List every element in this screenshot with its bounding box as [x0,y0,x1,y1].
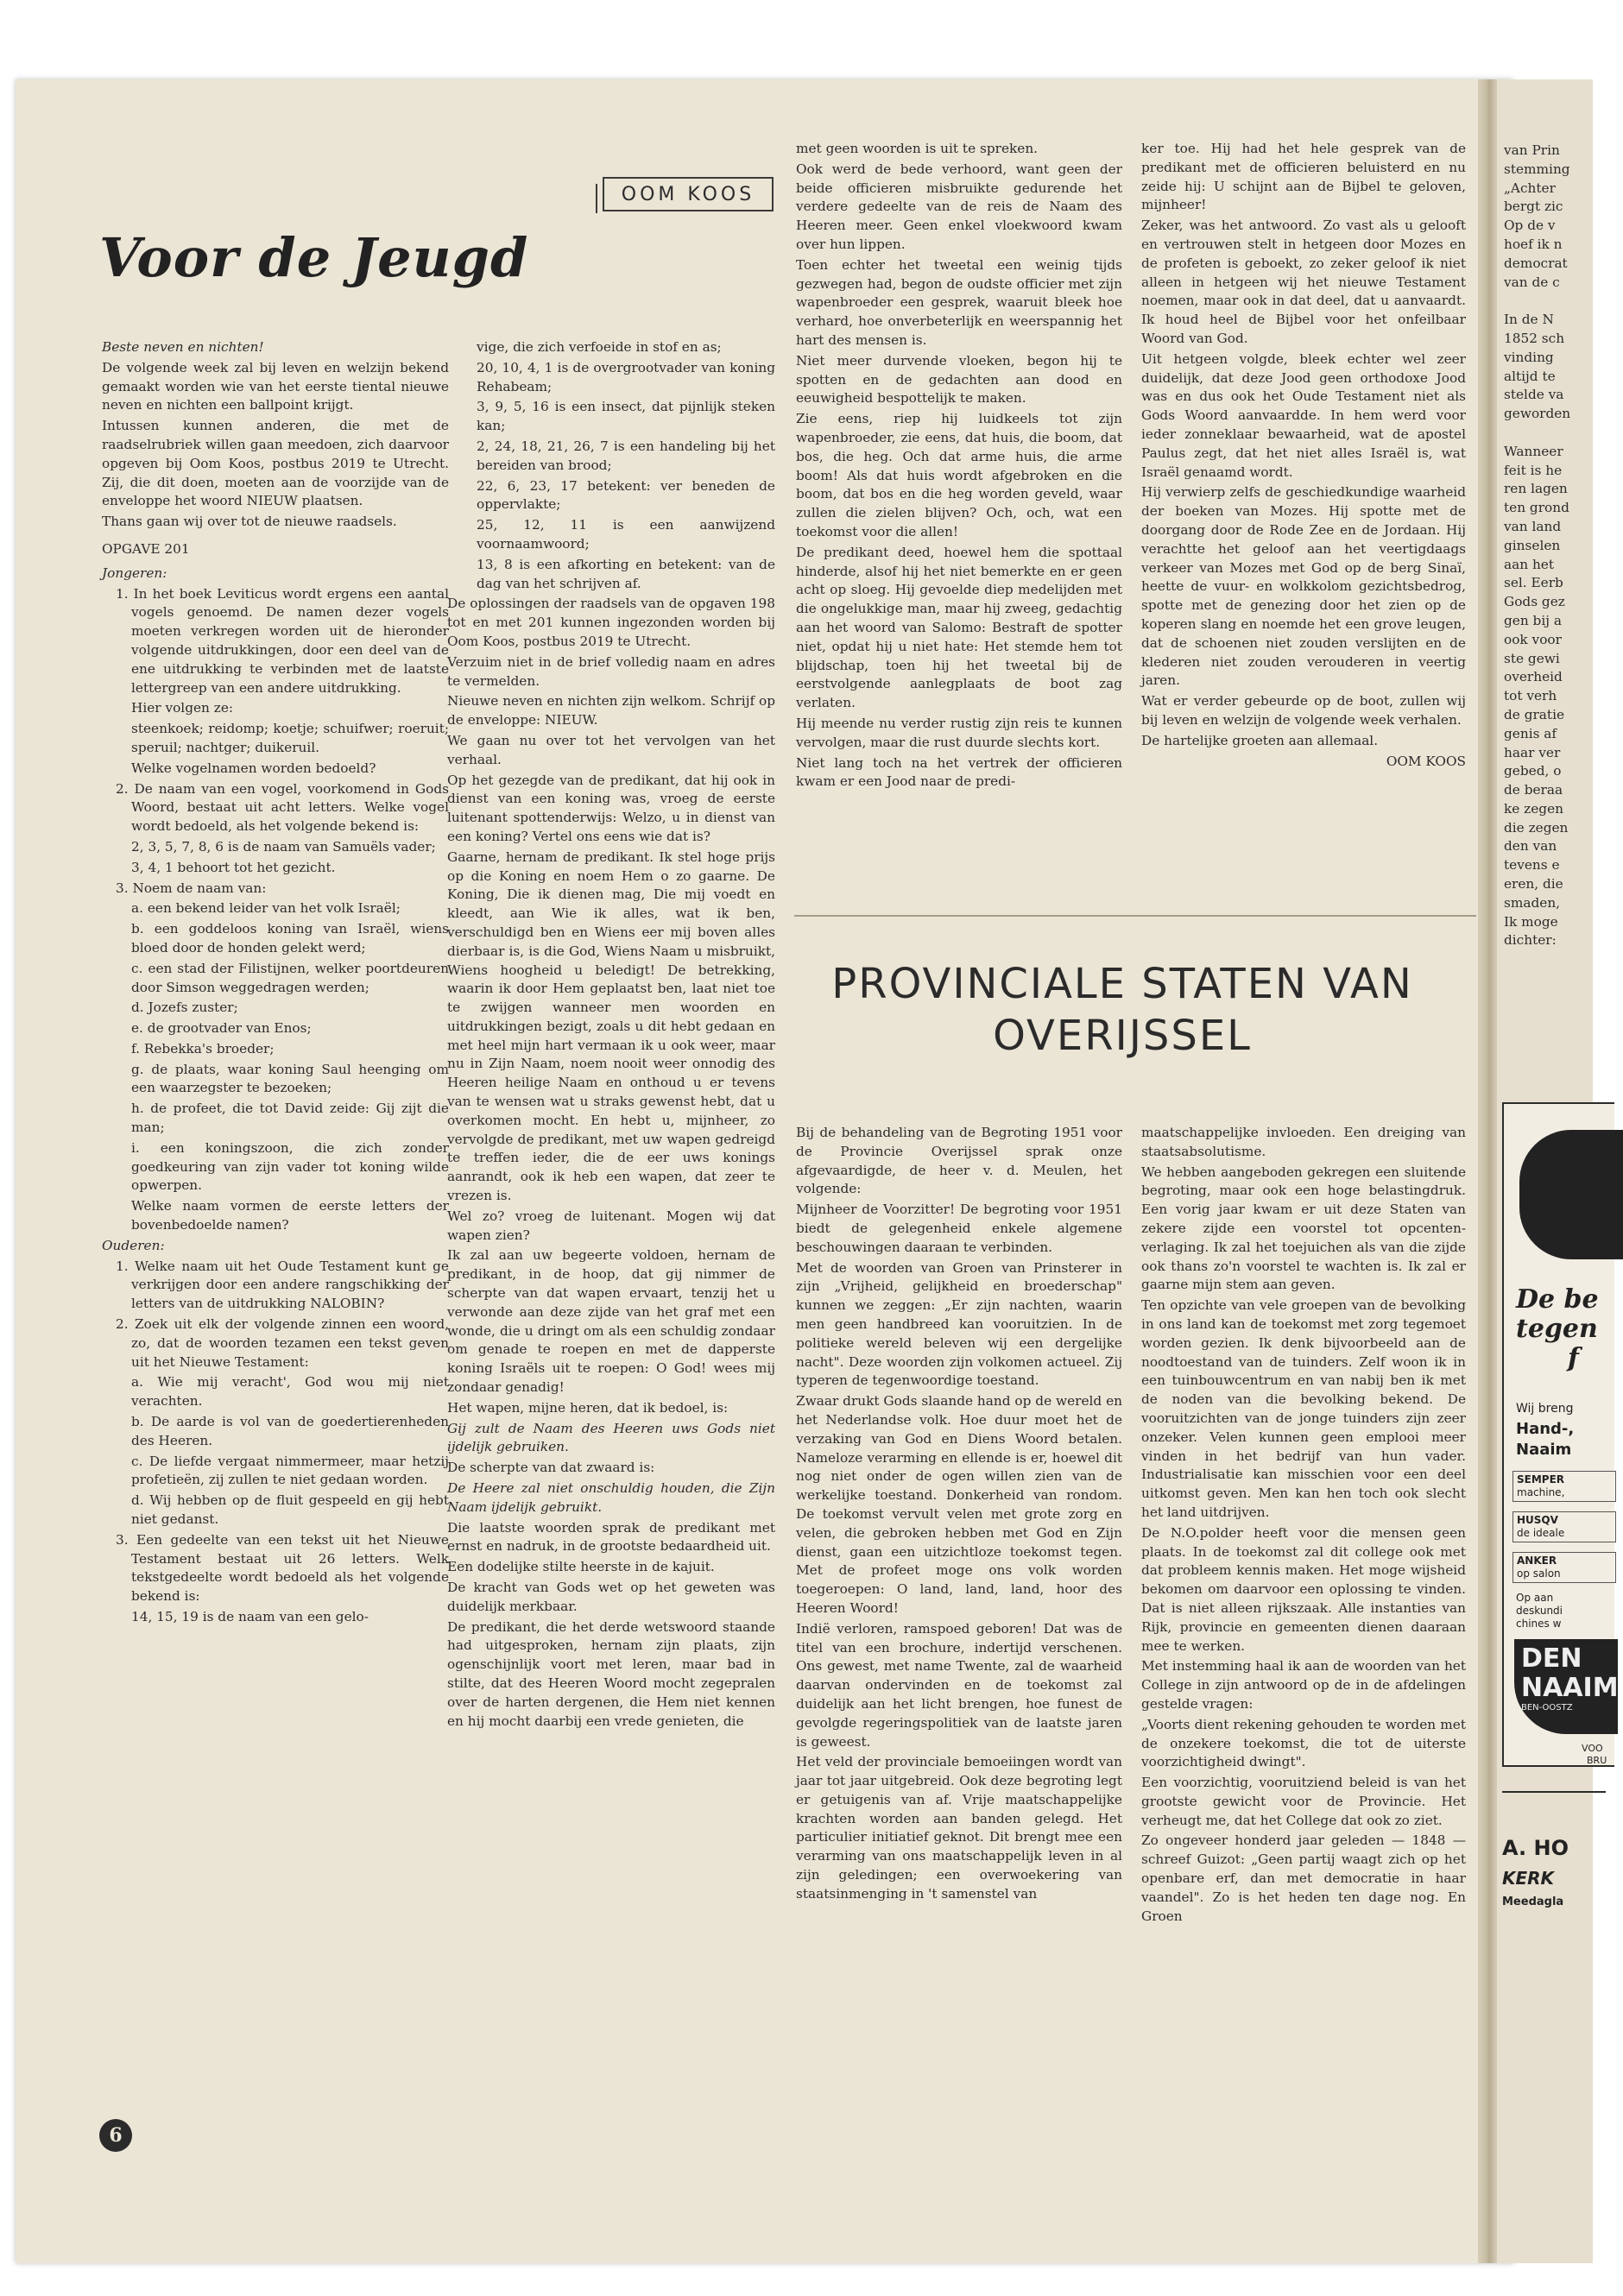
adjacent-page-line: ook voor [1504,631,1562,647]
jongeren-label: Jongeren: [102,565,167,581]
riddle-line: g. de plaats, waar koning Saul heenging om een waarzegster te bezoeken; [131,1061,449,1096]
riddle-line: c. De liefde vergaat nimmermeer, maar hetzij profetieën, zij zullen te niet gedaan worden. [131,1453,449,1488]
riddle-line: a. een bekend leider van het volk Israël; [131,900,401,917]
ad-slogan-line: f [1568,1343,1579,1373]
riddle-line: 25, 12, 11 is een aanwijzend voornaamwoord; [477,517,775,552]
adjacent-page-line: bergt zic [1504,199,1563,215]
story-paragraph: De predikant deed, hoewel hem die spottaal hinderde, alsof hij het niet bemerkte en er geen acht op sloeg. Hij gevoelde diep medelijden met die ongelukkige man, maar hij zweeg, gedachtig aan het woord van Salomo: Bestraft de spotter niet, opdat hij u niet hate: Het stemde hem tot blijdschap, toen hij het tweetal bij de eerstvolgende aanlegplaats de boot zag verlaten. [796,544,1122,711]
riddle-line: b. De aarde is vol van de goedertierenheden des Heeren. [131,1414,449,1448]
story-paragraph: Die laatste woorden sprak de predikant met ernst en nadruk, in de grootste bedaardheid uit. [447,1519,775,1555]
adjacent-page-line: aan het [1504,556,1555,572]
ad-brand-block [1514,1639,1618,1734]
adjacent-page-line: de beraa [1504,782,1563,798]
staten-column-1 [796,1124,1122,2125]
section-divider [794,915,1476,917]
adjacent-page-line: ten grond [1504,500,1569,516]
article-paragraph: Ten opzichte van vele groepen van de bevolking in ons land kan de toekomst met zorg tegemoet worden gezien. Ik denk bijvoorbeeld aan de noodtoestand van de tuinders. Zelf woon ik in een tuinbouwcentrum en van nabij ben ik met de noden van die bevolking bekend. De vooruitzichten van de jonge tuinders zijn zeer onzeker. Velen kunnen geen emplooi meer vinden in het bedrijf van hun vader. Industrialisatie kan misschien voor een deel uitkomst geven. Men kan hen toch ook slecht het land uitdrijven. [1141,1297,1466,1520]
ad-brand-subtitle: BEN-OOSTZ [1521,1703,1573,1713]
adjacent-page-line: Wanneer [1504,443,1563,459]
article-paragraph: De N.O.polder heeft voor die mensen geen plaats. In de toekomst zal dit college ook met dat probleem kennis maken. Het moge wijsheid bekomen om daarvoor een oplossing te vinden. Dat is niet alleen rijkszaak. Alle instanties van Rijk, provincie en gemeenten dienen daaraan mee te werken. [1141,1524,1466,1654]
adjacent-page-line: die zegen [1504,819,1569,836]
footer-town: Meedagla [1502,1895,1564,1908]
riddle-item: 3. Noem de naam van: [116,880,267,896]
story-paragraph: Op het gezegde van de predikant, dat hij ook in dienst van een koning was, vroeg de eerste luitenant spottenderwijs: Welzo, u in dienst van een koning? Vertel ons eens wie dat is? [447,772,775,844]
riddle-item: 1. Welke naam uit het Oude Testament kunt ge verkrijgen door een andere rangschikking der letters van de uitdrukking NALOBIN? [116,1258,449,1312]
story-paragraph: De scherpte van dat zwaard is: [447,1460,655,1476]
rubric-label: OOM KOOS [621,183,755,205]
article-paragraph: Bij de behandeling van de Begroting 1951 voor de Provincie Overijssel sprak onze afgevaardigde, de heer v. d. Meulen, het volgende: [796,1125,1122,1197]
adjacent-page-line: stelde va [1504,387,1564,403]
adjacent-page-line: gebed, o [1504,763,1562,779]
riddle-line: vige, die zich verfoeide in stof en as; [477,339,722,355]
page-number: 6 [99,2119,132,2152]
ad-brand-desc: de ideale [1517,1527,1565,1539]
riddle-line: 22, 6, 23, 17 betekent: ver beneden de oppervlakte; [477,477,775,513]
ad-brand-name: SEMPER [1517,1473,1565,1485]
ad-slogan [1516,1285,1599,1373]
footer-rule [1502,1791,1606,1793]
riddle-line: steenkoek; reidomp; koetje; schuifwer; roeruit; speruil; nachtger; duikeruil. [131,721,449,755]
page-gutter [1478,79,1497,2263]
adjacent-page-strip [1497,79,1619,2263]
adjacent-page-line: ginselen [1504,537,1561,553]
riddle-line: 2, 3, 5, 7, 8, 6 is de naam van Samuëls vader; [131,838,436,855]
quote-commandment: Gij zult de Naam des Heeren uws Gods niet ijdelijk gebruiken. [447,1420,775,1455]
adjacent-page-line: Gods gez [1504,594,1565,610]
story-paragraph: Het wapen, mijne heren, dat ik bedoel, is: [447,1399,729,1416]
article-paragraph: „Voorts dient rekening gehouden te worden met de onzekere toekomst, die tot de uiterste voorzichtigheid dwingt". [1141,1716,1466,1770]
adjacent-page-line: feit is he [1504,462,1563,478]
riddle-line: 13, 8 is een afkorting en betekent: van de dag van het schrijven af. [477,556,775,591]
riddle-item: 2. De naam van een vogel, voorkomend in Gods Woord, bestaat uit acht letters. Welke vogel wordt bedoeld, als het volgende bekend is: [116,780,449,835]
ad-text-line: Wij breng [1516,1402,1574,1416]
adjacent-page-line: eren, die [1504,876,1563,893]
story-paragraph: Uit hetgeen volgde, bleek echter wel zeer duidelijk, dat deze Jood geen orthodoxe Jood was en dus ook het Oude Testament niet als Gods Woord aanvaardde. In hem werd voor ieder zonneklaar bewaarheid, wat de apostel Paulus zegt, dat het niet alles Israël is, wat Israël genaamd wordt. [1141,350,1466,480]
riddle-line: 2, 24, 18, 21, 26, 7 is een handeling bij het bereiden van brood; [477,438,775,473]
sewing-machine-ad [1502,1102,1619,1767]
adjacent-page-line: gen bij a [1504,612,1562,628]
adjacent-page-line: „Achter [1504,180,1556,196]
ad-text-line: Naaim [1516,1441,1572,1459]
story-paragraph: We gaan nu over tot het vervolgen van het verhaal. [447,732,775,767]
ad-note [1512,1590,1616,1632]
footer-street: KERK [1502,1868,1555,1889]
adjacent-page-line: genis af [1504,725,1557,741]
article-paragraph: We hebben aangeboden gekregen een sluitende begroting, maar ook een hoge belastingdruk. Een vorig jaar kwam er uit deze Staten van zekere zijde een voorstel tot opcenten-verlaging. Ik zal het toejuichen als van die zijde ook thans zo'n voorstel te wachten is. Ik zal er gaarne mijn stem aan geven. [1141,1164,1466,1293]
story-paragraph: De oplossingen der raadsels van de opgaven 198 tot en met 201 kunnen ingezonden worden bij Oom Koos, postbus 2019 te Utrecht. [447,596,775,649]
riddle-line: 14, 15, 19 is de naam van een gelo- [131,1609,369,1624]
story-paragraph: Wat er verder gebeurde op de boot, zullen wij bij leven en welzijn de volgende week verhalen. [1141,693,1466,728]
adjacent-page-line: In de N [1504,312,1554,328]
story-paragraph: De predikant, die het derde wetswoord staande had uitgesproken, hernam zijn plaats, zijn ogenschijnlijk voort met leren, maar bad in stilte, dat des Heeren Woord mocht zegepralen over de harten dergenen, die Hem niet kennen en hij mocht daarbij een vrede genieten, die [447,1618,775,1729]
jeugd-column-3 [796,140,1122,908]
adjacent-page-line: ke zegen [1504,800,1563,817]
adjacent-page-line: van land [1504,518,1562,534]
riddle-line: 3, 4, 1 behoort tot het gezicht. [131,859,336,875]
adjacent-page-line: geworden [1504,406,1571,422]
footer-company: A. HO [1502,1836,1569,1860]
article-paragraph: Mijnheer de Voorzitter! De begroting voor 1951 biedt de gelegenheid enkele algemene beschouwingen daaraan te verbinden. [796,1202,1122,1255]
riddle-line: a. Wie mij veracht', God wou mij niet verachten. [131,1374,449,1410]
riddle-line: Welke naam vormen de eerste letters der bovenbedoelde namen? [131,1198,449,1233]
adjacent-page-text [1504,142,1570,950]
adjacent-page-line: altijd te [1504,368,1556,384]
adjacent-page-line [1504,292,1570,311]
ad-illustration [1519,1130,1623,1259]
riddle-line: h. de profeet, die tot David zeide: Gij zijt die man; [131,1101,449,1136]
ad-text-line: VOO [1582,1743,1603,1754]
adjacent-page-line: tevens e [1504,857,1560,874]
story-paragraph: Zeker, was het antwoord. Zo vast als u gelooft en vertrouwen stelt in hetgeen door Mozes en de profeten is geboekt, zo zeker geloof ik niet alleen in hetgeen wij het nieuwe Testament noemen, maar ook in dat deel, dat u aanvaardt. Ik houd heel de Bijbel voor het onfeilbaar Woord van God. [1141,218,1466,346]
adjacent-page-line: democrat [1504,255,1568,271]
story-paragraph: Niet meer durvende vloeken, begon hij te spotten en de gedachten aan dood en eeuwigheid bespottelijk te maken. [796,352,1122,407]
adjacent-page-line: ren lagen [1504,481,1568,497]
story-paragraph: De hartelijke groeten aan allemaal. [1141,732,1379,748]
riddle-line: f. Rebekka's broeder; [131,1040,275,1057]
adjacent-page-line: 1852 sch [1504,330,1565,346]
jeugd-column-2 [447,338,775,2116]
riddle-line: c. een stad der Filistijnen, welker poortdeuren door Simson weggedragen werden; [131,960,449,995]
article-paragraph: Met de woorden van Groen van Prinsterer in zijn „Vrijheid, gelijkheid en broederschap" kunnen we zeggen: „Er zijn nachten, waarin men geen handbreed kan vooruitzien. In de politieke wereld beleven wij een dergelijke nacht". Deze woorden zijn volkomen actueel. Zij typeren de tegenwoordige toestand. [796,1259,1122,1389]
ad-slogan-line: De be [1516,1284,1599,1315]
story-paragraph: Toen echter het tweetal een weinig tijds gezwegen had, begon de oudste officier met zijn wapenbroeder een gesprek, waaruit bleek hoe verhard, hoe onverbeterlijk en weerspannig het hart des mensen is. [796,256,1122,348]
intro-paragraph: Thans gaan wij over tot de nieuwe raadsels. [102,514,397,530]
article-paragraph: maatschappelijke invloeden. Een dreiging van staatsabsolutisme. [1141,1125,1466,1159]
article-paragraph: Het veld der provinciale bemoeiingen wordt van jaar tot jaar uitgebreid. Ook deze begroting legt er getuigenis van af. Vrije maatschappelijke krachten worden aan banden gelegd. Het particulier initiatief geknot. Dit brengt mee een verarming van ons maatschappelijk leven in al zijn geledingen; een overwoekering van staatsinmenging in 't samenstel van [796,1754,1122,1902]
staten-title: PROVINCIALE STATEN VAN OVERIJSSEL [831,960,1413,1060]
ad-brand-name: ANKER [1517,1555,1557,1567]
adjacent-page-line: Op de v [1504,218,1556,234]
ad-brand-box [1512,1552,1616,1583]
story-paragraph: Hij meende nu verder rustig zijn reis te kunnen vervolgen, maar die rust duurde slechts kort. [796,715,1122,750]
article-paragraph: Zo ongeveer honderd jaar geleden — 1848 — schreef Guizot: „Geen partij waagt zich op het openbare erf, dan met democratie in haar vaandel". Zo is het heden ten dage nog. En Groen [1141,1832,1466,1924]
story-paragraph: Ik zal aan uw begeerte voldoen, hernam de predikant, in de hoop, dat gij nimmer de scherpte van dat wapen ervaart, tenzij het u verwonde aan deze zijde van het graf met een wonde, die u dringt om als een schuldig zondaar om genade te roepen en met de dapperste koning Israëls uit te roepen: O God! wees mij zondaar genadig! [447,1247,775,1396]
adjacent-page-line: van de c [1504,274,1560,290]
riddle-item: 3. Een gedeelte van een tekst uit het Nieuwe Testament bestaat uit 26 letters. Welk tekstgedeelte wordt bedoeld als het volgende bekend is: [116,1531,449,1605]
article-paragraph: Met instemming haal ik aan de woorden van het College in zijn antwoord op de in de afdelingen gestelde vragen: [1141,1658,1466,1712]
adjacent-page-line: tot verh [1504,688,1557,704]
ad-note-line: deskundi [1516,1605,1563,1617]
intro-paragraph: De volgende week zal bij leven en welzijn bekend gemaakt worden wie van het eerste tiental nieuwe neven en nichten een ballpoint krijgt. [102,359,449,413]
adjacent-page-line: hoef ik n [1504,236,1563,252]
story-paragraph: Zie eens, riep hij luidkeels tot zijn wapenbroeder, zie eens, dat huis, die boom, dat bos, die heg. Och dat arme huis, die arme boom! Als dat huis wordt afgebroken en die boom, dat bos en die heg worden geveld, waar zullen die zielen blijven? Och, och, wat een toekomst voor die allen! [796,411,1122,539]
story-paragraph: met geen woorden is uit te spreken. [796,141,1039,156]
story-paragraph: Wel zo? vroeg de luitenant. Mogen wij dat wapen zien? [447,1208,775,1243]
salutation: Beste neven en nichten! [102,339,264,355]
adjacent-page-line: vinding [1504,349,1554,365]
article-paragraph: Zwaar drukt Gods slaande hand op de wereld en het Nederlandse volk. Hoe duur moet het de verzaking van God en Diens Woord betalen. Nameloze verarming en ellende is er, hoewel dit nog niet onder de ogen willen zien van de werkelijke toestand. Donkerheid van rondom. De toekomst vervult velen met grote zorg en velen, die gebroken hebben met God en Zijn dienst, gaan een uitzichtloze toekomst tegen. Met de profeet moge ons volk worden toegeroepen: O land, land, land, hoor des Heeren Woord! [796,1393,1122,1616]
adjacent-page-line: dichter: [1504,932,1557,949]
jeugd-title: Voor de Jeugd [99,226,529,289]
ad-brand-box [1512,1511,1616,1542]
rubric-box-oom-koos [603,177,774,211]
quote-commandment: De Heere zal niet onschuldig houden, die Zijn Naam ijdelijk gebruikt. [447,1480,775,1515]
riddle-line: b. een goddeloos koning van Israël, wiens bloed door de honden gelekt werd; [131,921,449,956]
riddle-item: 2. Zoek uit elk der volgende zinnen een woord, zo, dat de woorden tezamen een tekst geven uit het Nieuwe Testament: [116,1316,449,1370]
adjacent-page-line: den van [1504,838,1557,855]
ad-slogan-line: tegen [1516,1314,1598,1344]
riddle-line: Welke vogelnamen worden bedoeld? [131,760,376,776]
riddle-line: 3, 9, 5, 16 is een insect, dat pijnlijk steken kan; [477,399,775,434]
ad-brand-desc: machine, [1517,1486,1565,1498]
story-paragraph: Gaarne, hernam de predikant. Ik stel hoge prijs op die Koning en noem Hem o zo gaarne. De Koning, Die ik dienen mag, Die mij voedt en kleedt, aan Wie ik alles, wat ik ben, verschuldigd ben en Wiens eer mij boven alles dierbaar is, is die God, Wiens Naam u misbruikt, Wiens hoogheid u beledigt! De betrekking, waarin ik door Hem geplaatst ben, laat niet toe te zwijgen wanneer men woorden en uitdrukkingen bezigt, zoals u dit hebt gedaan en met heel mijn hart vermaan ik u ook weer, maar nu in Zijn Naam, noem nooit weer onnodig des Heeren heilige Naam en onthoud u er tevens van te wensen wat u straks gewenst hebt, dat u overkomen mocht. En hebt u, mijnheer, zo vervolgde de predikant, met uw wapen gedreigd te treffen ieder, die de eer uws konings aanrandt, ook ik heb een wapen, dat zeer te vrezen is. [447,848,775,1204]
signature: OOM KOOS [1386,753,1466,769]
ad-note-line: chines w [1516,1618,1562,1630]
adjacent-page-line: de gratie [1504,706,1565,722]
staten-column-2 [1141,1124,1466,2125]
story-paragraph: De kracht van Gods wet op het geweten was duidelijk merkbaar. [447,1580,775,1614]
story-paragraph: Nieuwe neven en nichten zijn welkom. Schrijf op de enveloppe: NIEUW. [447,693,775,729]
adjacent-page-line: Ik moge [1504,913,1558,930]
article-paragraph: Een voorzichtig, vooruitziend beleid is van het grootste gewicht voor de Provincie. Het verheugt me, dat het College dat ook zo ziet. [1141,1775,1466,1828]
adjacent-page-line: sel. Eerb [1504,575,1563,591]
adjacent-page-line: smaden, [1504,894,1561,911]
ad-text-line: Hand-, [1516,1420,1575,1438]
riddle-line: e. de grootvader van Enos; [131,1020,312,1037]
intro-paragraph: Intussen kunnen anderen, die met de raadselrubriek willen gaan meedoen, zich daarvoor opgeven bij Oom Koos, postbus 2019 te Utrecht. Zij, die dit doen, moeten aan de voorzijde van de enveloppe het woord NIEUW plaatsen. [102,418,449,509]
riddle-line: 20, 10, 4, 1 is de overgrootvader van koning Rehabeam; [477,359,775,394]
ad-brand-title: DEN NAAIM [1521,1643,1619,1703]
ad-brand-desc: op salon [1517,1567,1561,1580]
ad-note-line: Op aan [1516,1592,1554,1604]
story-paragraph: Ook werd de bede verhoord, want geen der beide officieren misbruikte gedurende het verdere gedeelte van de reis de Naam des Heeren meer. Geen enkel vloekwoord kwam over hun lippen. [796,161,1122,252]
adjacent-page-line [1504,424,1570,443]
ad-brand-name: HUSQV [1517,1514,1558,1526]
story-paragraph: Verzuim niet in de brief volledig naam en adres te vermelden. [447,653,775,689]
ouderen-label: Ouderen: [102,1237,165,1253]
opgave-heading: OPGAVE 201 [102,540,190,557]
adjacent-page-line: stemming [1504,161,1570,177]
article-paragraph: Indië verloren, ramspoed geboren! Dat was de titel van een brochure, indertijd verschenen. Ons gewest, met name Twente, zal de waarheid daarvan ondervinden en de toekomst zal duidelijk aan het licht brengen, hoe funest de gevolgde regeringspolitiek van de laatste jaren is geweest. [796,1620,1122,1750]
adjacent-page-line: ste gewi [1504,650,1560,666]
story-paragraph: Hij verwierp zelfs de geschiedkundige waarheid der boeken van Mozes. Hij spotte met de doorgang door de Rode Zee en de Jordaan. Hij verachtte het geloof aan het veertigdaags verkeer van Mozes met God op de berg Sinaï, heette de vuur- en wolkkolom gezichtsbedrog, spotte met de genezing door het zien op de koperen slang en noemde het een grove leugen, dat de schoenen niet zouden verslijten en de klederen niet zouden verouderen in veertig jaren. [1141,484,1466,689]
story-paragraph: ker toe. Hij had het hele gesprek van de predikant met de officieren beluisterd en nu zeide hij: U schijnt aan de Bijbel te geloven, mijnheer! [1141,141,1466,213]
adjacent-page-line: haar ver [1504,744,1561,760]
riddle-line: Hier volgen ze: [131,700,234,716]
riddle-line: i. een koningszoon, die zich zonder goedkeuring van zijn vader tot koning wilde opwerpen. [131,1139,449,1194]
jeugd-column-1 [102,338,449,2116]
adjacent-page-line: van Prin [1504,142,1560,158]
story-paragraph: Niet lang toch na het vertrek der officieren kwam er een Jood naar de predi- [796,754,1122,790]
riddle-line: d. Wij hebben op de fluit gespeeld en gij hebt niet gedanst. [131,1492,449,1528]
adjacent-page-line: overheid [1504,669,1563,685]
riddle-line: d. Jozefs zuster; [131,1000,238,1016]
jeugd-column-4 [1141,140,1466,908]
story-paragraph: Een dodelijke stilte heerste in de kajuit. [447,1559,715,1575]
ad-brand-box [1512,1471,1616,1502]
riddle-item: 1. In het boek Leviticus wordt ergens een aantal vogels genoemd. De namen dezer vogels moeten verkregen worden uit de hieronder volgende uitdrukkingen, door een deel van de ene uitdrukking te verbinden met de laatste lettergreep van een andere uitdrukking. [116,585,449,696]
ad-text-line: BRU [1587,1755,1607,1766]
